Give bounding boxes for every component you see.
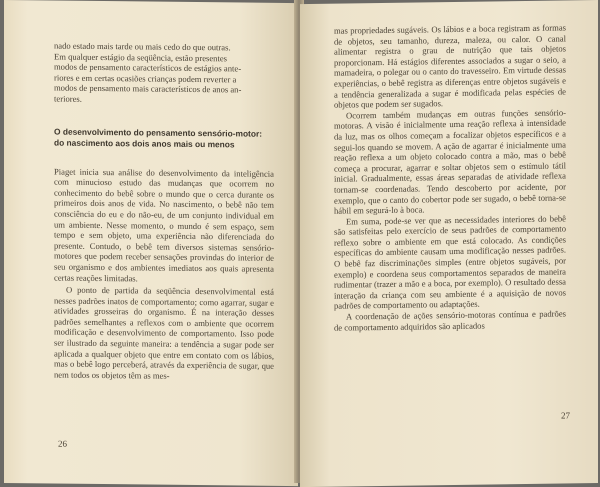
left-page [4, 0, 298, 486]
section-heading: O desenvolvimento do pensamento sensório-motor: do nascimento aos dois anos mais ou menos [54, 126, 263, 149]
left-paragraph-2: O ponto de partida da seqüência desenvolvimental está nesses padrões inatos de comportamento; como agarrar, sugar e atividades grosseiras do organismo. É na interação desses padrões semelhantes a reflexos com o ambiente que ocorrem modificação e desenvolvimento de comportamento. Isso pode ser ilustrado da seguinte maneira: a tendência a sugar pode ser aplicada a qualquer objeto que entre em contato com os lábios, mas o bebê logo perceberá, através da experiência de sugar, que nem todos os objetos têm as mes- [54, 284, 274, 381]
left-top-line-1: nado estado mais tarde ou mais cedo do que outras. [54, 40, 231, 53]
right-page-text [334, 22, 566, 332]
right-paragraph-1: mas propriedades sugáveis. Os lábios e a boca registram as formas de objetos, seu tamanho, dureza, maleza, ou calor. O canal alimentar registra o grau de nutrição que tais objetos proporcionam. Há estágios diferentes associados a sugar o seio, a mamadeira, o polegar ou o canto do travesseiro. Em virtude dessas experiências, o bebê registra as diferenças entre objetos sugáveis e a tendência generalizada a sugar é modificada pelas espécies de objetos que podem ser sugados. [334, 22, 566, 110]
left-page-number: 26 [58, 438, 67, 449]
right-page-number: 27 [561, 410, 570, 421]
left-top-line-6: teriores. [54, 93, 82, 104]
left-top-line-5: modos de pensamento mais característicos de anos an- [54, 82, 242, 95]
left-page-text [54, 41, 274, 383]
right-paragraph-3: Em suma, pode-se ver que as necessidades interiores do bebê são satisfeitas pelo exercício de seus padrões de comportamento reflexo sobre o ambiente em que está colocado. As condições específicas do ambiente causam uma modificação nesses padrões. O bebê faz discriminações simples (entre objetos sugáveis, por exemplo) e coordena seus comportamentos separados de maneira rudimentar (trazer a mão e a boca, por exemplo). O resultado dessa interação da criança com seu ambiente é a aquisição de novos padrões de comportamento ou adaptações. [334, 213, 566, 312]
left-paragraph-1: Piaget inicia sua análise do desenvolvimento da inteligência com minucioso estudo das mudanças que ocorrem no conhecimento do bebê sobre o mundo que o cerca durante os primeiros dois anos de vida. No nascimento, o bebê não tem consciência do eu e do não-eu, de um conjunto individual em um ambiente. Nesse momento, o mundo é sem espaço, sem tempo e sem objeto, uma experiência não diferenciada do presente. Contudo, o bebê tem diversos sistemas sensório-motores que podem receber sensações provindas do interior de seu organismo e dos ambientes imediatos aos quais apresenta certas reações limitadas. [54, 166, 274, 283]
right-paragraph-2: Ocorrem também mudanças em outras funções sensório-motoras. A visão é inicialmente uma reação reflexa à intensidade da luz, mas os olhos começam a focalizar objetos específicos e a segui-los quando se movem. A ação de agarrar é inicialmente uma reação reflexa a um objeto colocado contra a mão, mas o bebê começa a procurar, agarrar e soltar objetos sem o estímulo tátil inicial. Gradualmente, essas áreas separadas de atividade reflexa tornam-se coordenadas. Tendo descoberto por acidente, por exemplo, que o canto do cobertor pode ser sugado, o bebê torna-se hábil em segurá-lo à boca. [334, 107, 566, 216]
left-top-line-4: riores e em certas ocasiões crianças podem reverter a [54, 72, 237, 85]
left-top-line-3: modos de pensamento característicos de estágios ante- [54, 61, 242, 74]
right-page [300, 0, 598, 487]
right-paragraph-4: A coordenação de ações sensório-motoras contínua e padrões de comportamento adquiridos são aplicados [334, 308, 566, 333]
left-top-line-2: Em qualquer estágio da seqüência, estão presentes [54, 51, 228, 63]
